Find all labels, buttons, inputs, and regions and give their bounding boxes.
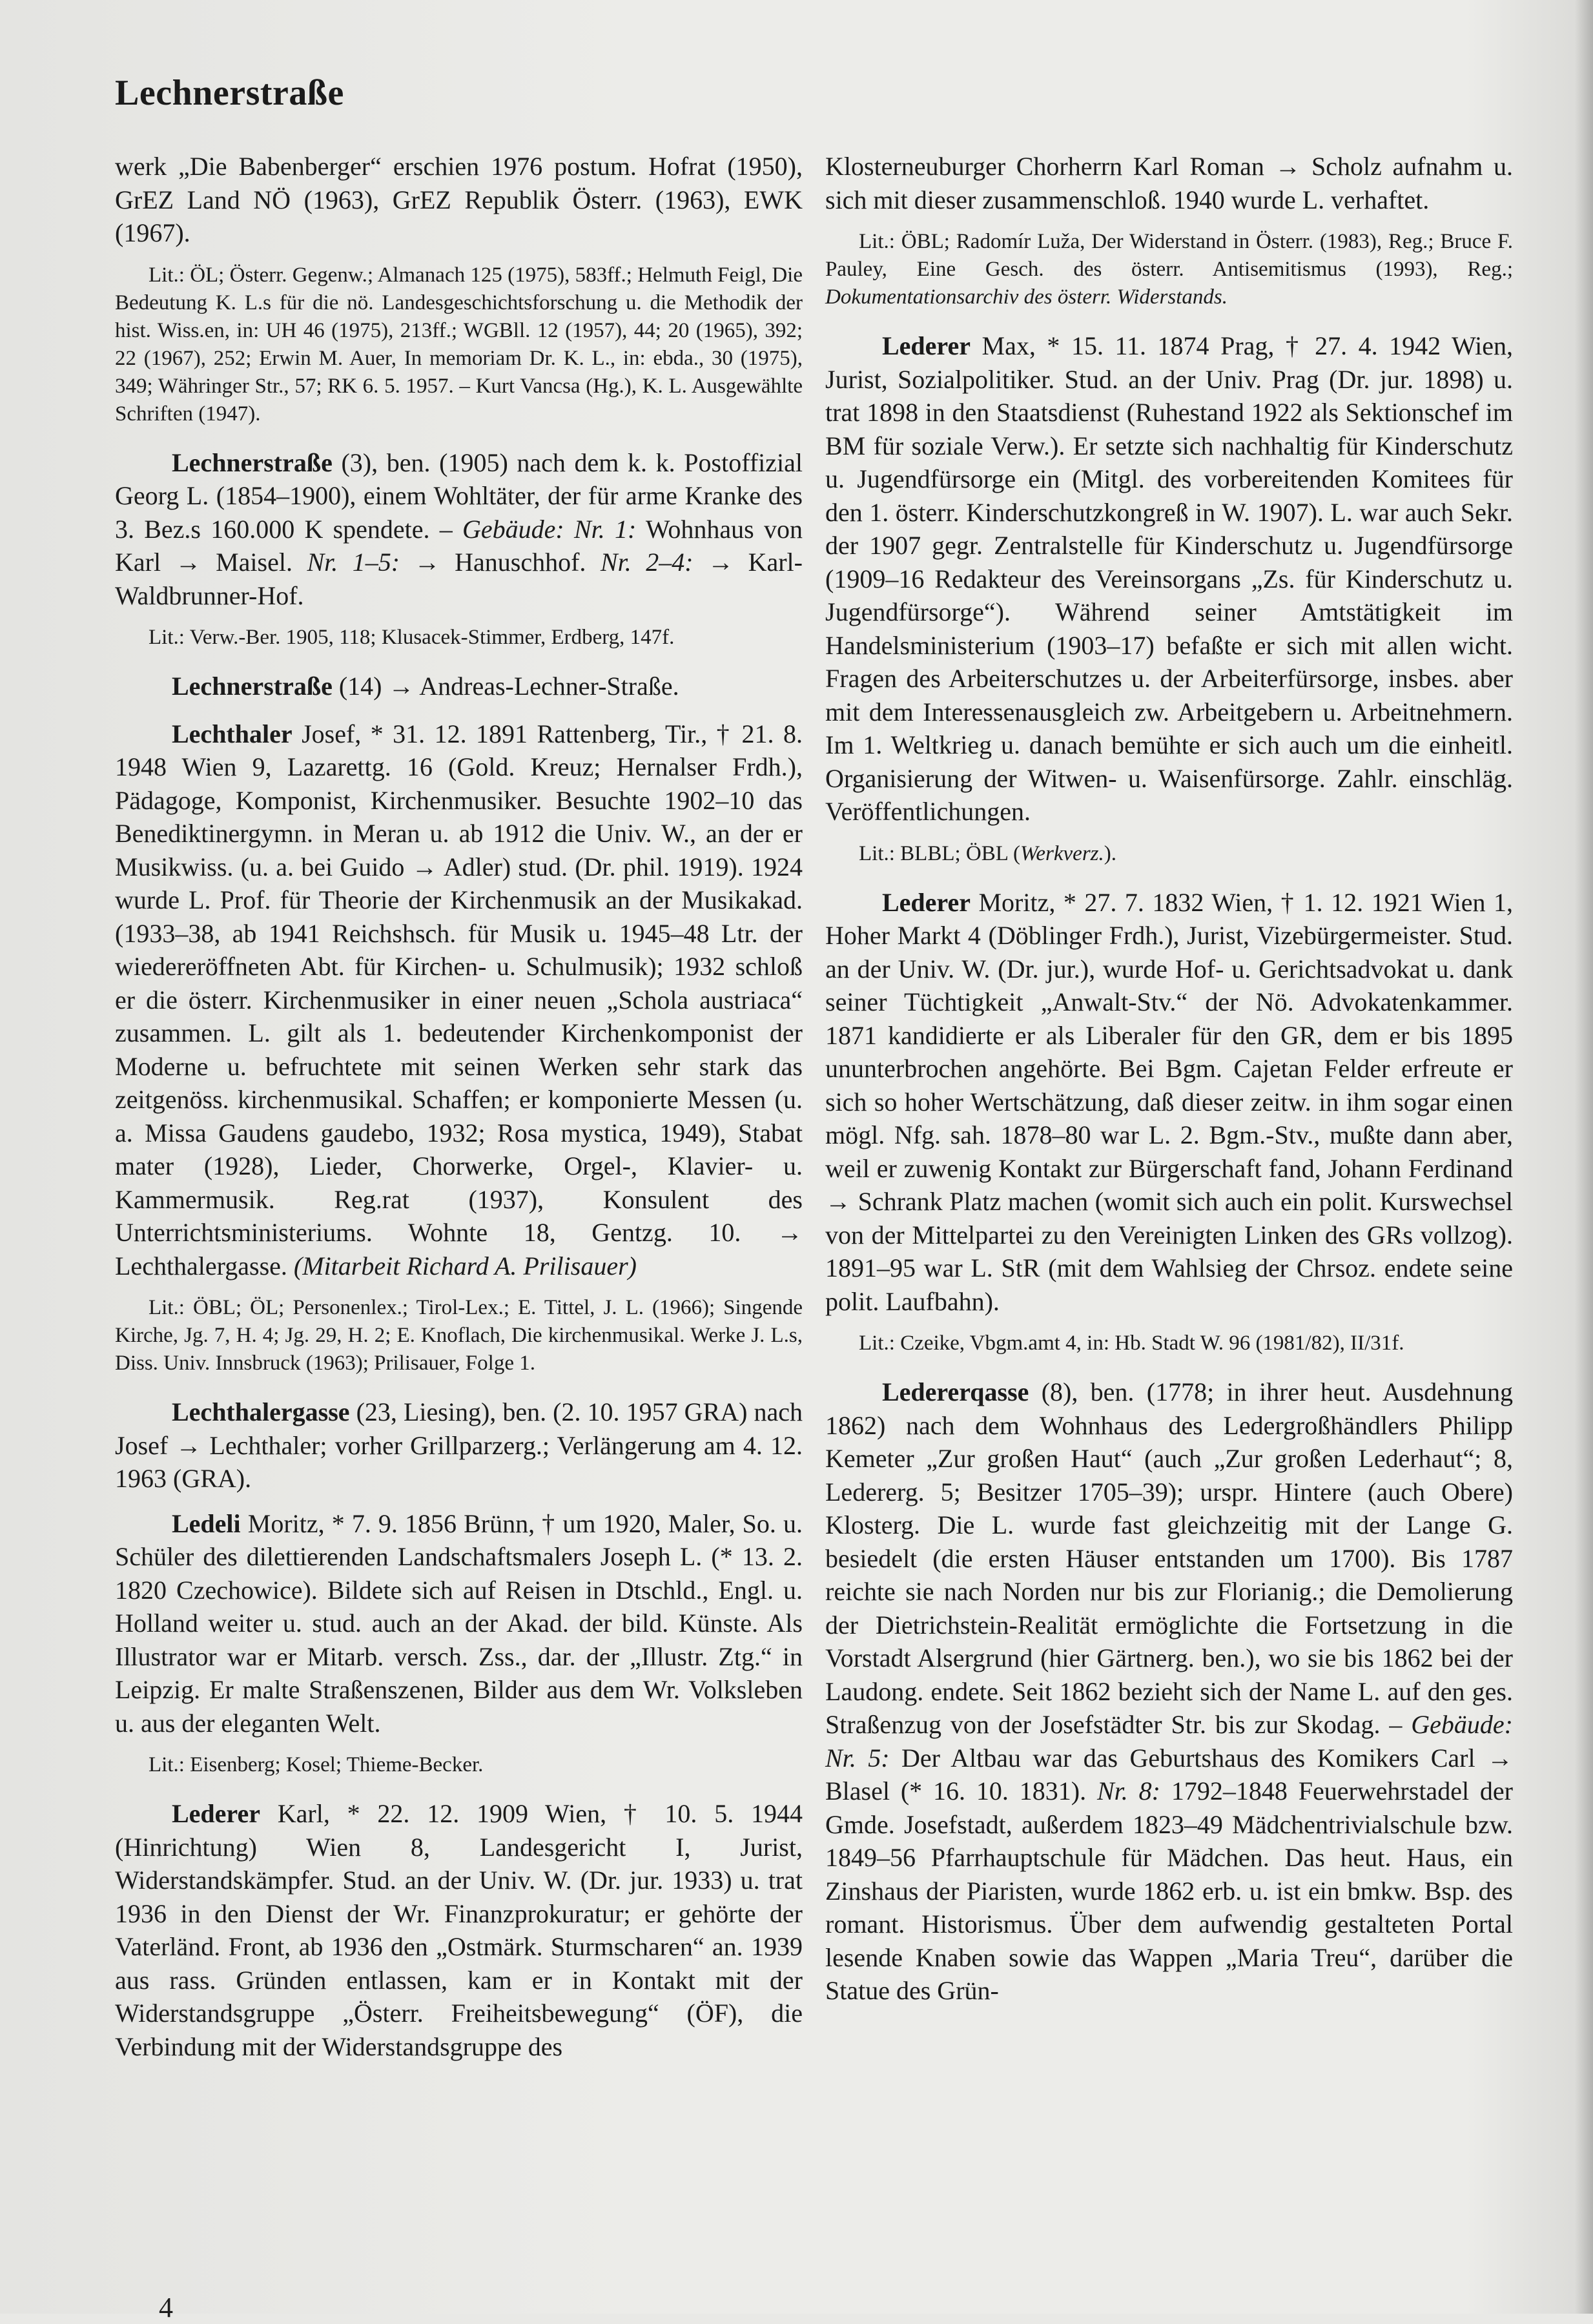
entry-lemma: Lechthaler <box>172 719 293 748</box>
entry-italic: (Mitarbeit Richard A. Prilisauer) <box>293 1251 637 1280</box>
entry-italic: Nr. 8: <box>1096 1776 1160 1805</box>
entry-text: Moritz, * 7. 9. 1856 Brünn, † um 1920, Maler, So. u. Schüler des dilettierenden Landschaftsmalers Joseph L. (* 13. 2. 1820 Czechowice). Bildete sich auf Reisen in Dtschld., Engl. u. Holland weiter u. stud. auch an der Akad. der bild. Künste. Als Illustrator war er Mitarb. versch. Zss., dar. der „Illustr. Ztg.“ in Leipzig. Er malte Straßenszenen, Bilder aus dem Wr. Volksleben u. aus der eleganten Welt. <box>115 1508 803 1738</box>
entry-text: Josef, * 31. 12. 1891 Rattenberg, Tir., † 21. 8. 1948 Wien 9, Lazarettg. 16 (Gold. Kreuz; Hernalser Frdh.), Pädagoge, Komponist, Kirchenmusiker. Besuchte 1902–10 das Benediktinergymn. in Meran u. ab 1912 die Univ. W., an der er Musikwiss. (u. a. bei Guido → Adler) stud. (Dr. phil. 1919). 1924 wurde L. Prof. für Theorie der Kirchenmusik an der Musikakad. (1933–38, ab 1941 Reichshsch. für Musik u. 1945–48 Ltr. der wiedereröffneten Abt. für Kirchen- u. Schulmusik); 1932 schloß er die österr. Kirchenmusiker in einer neuen „Schola austriaca“ zusammen. L. gilt als 1. bedeutender Kirchenkomponist der Moderne u. befruchtete mit seinen Werken sehr stark das zeitgenöss. kirchenmusikal. Schaffen; er komponierte Messen (u. a. Missa Gaudens gaudebo, 1932; Rosa mystica, 1949), Stabat mater (1928), Lieder, Chorwerke, Orgel-, Klavier- u. Kammermusik. Reg.rat (1937), Konsulent des Unterrichtsministeriums. Wohnte 18, Gentzg. 10. → Lechthalergasse. <box>115 719 803 1280</box>
entry-text: 1792–1848 Feuerwehrstadel der Gmde. Josefstadt, außerdem 1823–49 Mädchentrivialschule bzw. 1849–56 Pfarrhauptschule für Mädchen. Das heut. Haus, ein Zinshaus der Piaristen, wurde 1862 erb. u. ist ein bmkw. Bsp. des romant. Historismus. Über dem aufwendig gestalteten Portal lesende Knaben sowie das Wappen „Maria Treu“, darüber die Statue des Grün- <box>825 1776 1513 2005</box>
literature-note: Lit.: ÖL; Österr. Gegenw.; Almanach 125 (1975), 583ff.; Helmuth Feigl, Die Bedeutung K. L.s für die nö. Landesgeschichtsforschung u. die Methodik der hist. Wiss.en, in: UH 46 (1975), 213ff.; WGBll. 12 (1957), 44; 20 (1965), 392; 22 (1967), 252; Erwin M. Auer, In memoriam Dr. K. L., in: ebda., 30 (1975), 349; Währinger Str., 57; RK 6. 5. 1957. – Kurt Vancsa (Hg.), K. L. Ausgewählte Schriften (1947). <box>115 263 803 426</box>
entry-lederer-karl <box>115 1797 803 2063</box>
literature-note: Lit.: Verw.-Ber. 1905, 118; Klusacek-Stimmer, Erdberg, 147f. <box>149 626 675 649</box>
entry-text: Wohnhaus von Karl → Maisel. <box>115 514 803 577</box>
entry-text: (3), ben. (1905) nach dem k. k. Postoffizial Georg L. (1854–1900), einem Wohltäter, der für arme Kranke des 3. Bez.s 160.000 K spendete. – <box>115 447 803 544</box>
literature-note: Lit.: Czeike, Vbgm.amt 4, in: Hb. Stadt W. 96 (1981/82), II/31f. <box>859 1332 1404 1355</box>
entry-lemma: Ledererqasse <box>882 1377 1029 1406</box>
entry-lechnerstrasse-3 <box>115 446 803 613</box>
continued-entry-text: Klosterneuburger Chorherrn Karl Roman → Scholz aufnahm u. sich mit dieser zusammenschloß. 1940 wurde L. verhaftet. <box>825 152 1513 214</box>
entry-text: Moritz, * 27. 7. 1832 Wien, † 1. 12. 1921 Wien 1, Hoher Markt 4 (Döblinger Frdh.), Jurist, Vizebürgermeister. Stud. an der Univ. W. (Dr. jur.), wurde Hof- u. Gerichtsadvokat u. dank seiner Tüchtigkeit „Anwalt-Stv.“ der Nö. Advokatenkammer. 1871 kandidierte er als Liberaler für den GR, dem er bis 1895 ununterbrochen angehörte. Bei Bgm. Cajetan Felder erfreute er sich so hoher Wertschätzung, daß dieser zeitw. in ihm sogar einen mögl. Nfg. sah. 1878–80 war L. 2. Bgm.-Stv., mußte dann aber, weil er zuwenig Kontakt zur Bürgerschaft fand, Johann Ferdinand → Schrank Platz machen (womit sich auch ein polit. Kurswechsel von der Mittelpartei zu den Vereinigten Linken des GRs vollzog). 1891–95 war L. StR (mit dem Wahlsieg der Chrsoz. endete seine polit. Laufbahn). <box>825 887 1513 1316</box>
entry-text: (23, Liesing), ben. (2. 10. 1957 GRA) nach Josef → Lechthaler; vorher Grillparzerg.; Verlängerung am 4. 12. 1963 (GRA). <box>115 1397 803 1493</box>
literature-text: ). <box>1104 841 1117 865</box>
literature-italic: Werkverz. <box>1020 841 1104 865</box>
entry-lemma: Lechnerstraße <box>172 672 333 701</box>
entry-lechthaler <box>115 717 803 1283</box>
literature-italic: Dokumentationsarchiv des österr. Widerstands. <box>825 285 1228 309</box>
literature-note <box>825 228 1513 311</box>
entry-italic: Gebäude: Nr. 1: <box>462 514 637 544</box>
page-edge-shadow <box>1575 0 1593 2314</box>
entry-lemma: Lederer <box>882 887 971 917</box>
right-column <box>825 150 1513 2019</box>
entry-text: Der Altbau war das Geburtshaus des Komikers Carl → Blasel (* 16. 10. 1831). <box>825 1743 1513 1805</box>
literature-note: Lit.: ÖBL; ÖL; Personenlex.; Tirol-Lex.; E. Tittel, J. L. (1966); Singende Kirche, Jg. 7, H. 4; Jg. 29, H. 2; E. Knoflach, Die kirchenmusikal. Werke J. L.s, Diss. Univ. Innsbruck (1963); Prilisauer, Folge 1. <box>115 1296 803 1375</box>
literature-note: Lit.: Eisenberg; Kosel; Thieme-Becker. <box>149 1753 484 1776</box>
entry-text: (14) → Andreas-Lechner-Straße. <box>332 672 679 701</box>
entry-ledeli <box>115 1507 803 1740</box>
entry-text: → Hanuschhof. <box>400 548 601 577</box>
entry-lechnerstrasse-14 <box>115 670 803 703</box>
entry-lechthalergasse <box>115 1395 803 1496</box>
entry-lemma: Ledeli <box>172 1508 241 1538</box>
entry-lederer-max <box>825 329 1513 828</box>
entry-lemma: Lederer <box>172 1799 260 1828</box>
page-number: 4 <box>159 2292 173 2323</box>
entry-text: Max, * 15. 11. 1874 Prag, † 27. 4. 1942 Wien, Jurist, Sozialpolitiker. Stud. an der Univ. Prag (Dr. jur. 1898) u. trat 1898 in den Staatsdienst (Ruhestand 1922 als Sektionschef im BM für soziale Verw.). Er setzte sich nachhaltig für Kinderschutz u. Jugendfürsorge ein (Mitgl. des vorbereitenden Komitees für den 1. österr. Kinderschutzkongreß in W. 1907). L. war auch Sekr. der 1907 gegr. Zentralstelle für Kinderschutz u. Jugendfürsorge (1909–16 Redakteur des Vereinsorgans „Zs. für Kinderschutz u. Jugendfürsorge“). Während seiner Amtstätigkeit im Handelsministerium (1903–17) befaßte er sich mit allen wicht. Fragen des Arbeiterschutzes u. der Arbeiterfürsorge, insbes. aber mit dem Interessenausgleich zw. Arbeitgebern u. Arbeitnehmern. Im 1. Weltkrieg u. danach bemühte er sich auch um die einheitl. Organisierung der Witwen- u. Waisenfürsorge. Zahlr. einschläg. Veröffentlichungen. <box>825 331 1513 826</box>
entry-text: Karl, * 22. 12. 1909 Wien, † 10. 5. 1944 (Hinrichtung) Wien 8, Landesgericht I, Jurist, Widerstandskämpfer. Stud. an der Univ. W. (Dr. jur. 1933) u. trat 1936 in den Dienst der Wr. Finanzprokuratur; er gehörte der Vaterländ. Front, ab 1936 den „Ostmärk. Sturmscharen“ an. 1939 aus rass. Gründen entlassen, kam er in Kontakt mit der Widerstandsgruppe „Österr. Freiheitsbewegung“ (ÖF), die Verbindung mit der Widerstandsgruppe des <box>115 1799 803 2061</box>
literature-text: Lit.: ÖBL; Radomír Luža, Der Widerstand in Österr. (1983), Reg.; Bruce F. Pauley, Eine Gesch. des österr. Antisemitismus (1993), Reg.; <box>825 230 1513 281</box>
entry-italic: Nr. 2–4: <box>600 548 694 577</box>
left-column <box>115 150 803 2075</box>
literature-text: Lit.: BLBL; ÖBL ( <box>859 841 1020 865</box>
entry-text: → Karl-Waldbrunner-Hof. <box>115 548 803 610</box>
continued-entry-text: werk „Die Babenberger“ erschien 1976 postum. Hofrat (1950), GrEZ Land NÖ (1963), GrEZ Republik Österr. (1963), EWK (1967). <box>115 152 803 247</box>
entry-italic: Gebäude: Nr. 5: <box>825 1710 1513 1773</box>
running-header: Lechnerstraße <box>115 73 344 113</box>
entry-lederer-moritz <box>825 886 1513 1319</box>
entry-ledarergasse <box>825 1375 1513 2008</box>
literature-note <box>825 840 1513 868</box>
entry-lemma: Lechnerstraße <box>172 447 333 477</box>
entry-lemma: Lechthalergasse <box>172 1397 350 1426</box>
entry-lemma: Lederer <box>882 331 971 360</box>
entry-text: (8), ben. (1778; in ihrer heut. Ausdehnung 1862) nach dem Wohnhaus des Ledergroßhändlers Philipp Kemeter „Zur großen Haut“ (auch „Zur großen Lederhaut“; 8, Ledererg. 5; Besitzer 1705–39); urspr. Hintere (auch Obere) Klosterg. Die L. wurde fast gleichzeitig mit der Lange G. besiedelt (die ersten Häuser entstanden um 1700). Bis 1787 reichte sie nach Norden nur bis zur Florianig.; die Demolierung der Dietrichstein-Realität ermöglichte die Fortsetzung in die Vorstadt Alsergrund (hier Gärtnerg. ben.), wo sie bis 1862 bei der Laudong. endete. Seit 1862 bezieht sich der Name L. auf den ges. Straßenzug von der Josefstädter Str. bis zur Skodag. – <box>825 1377 1513 1739</box>
entry-italic: Nr. 1–5: <box>307 548 400 577</box>
